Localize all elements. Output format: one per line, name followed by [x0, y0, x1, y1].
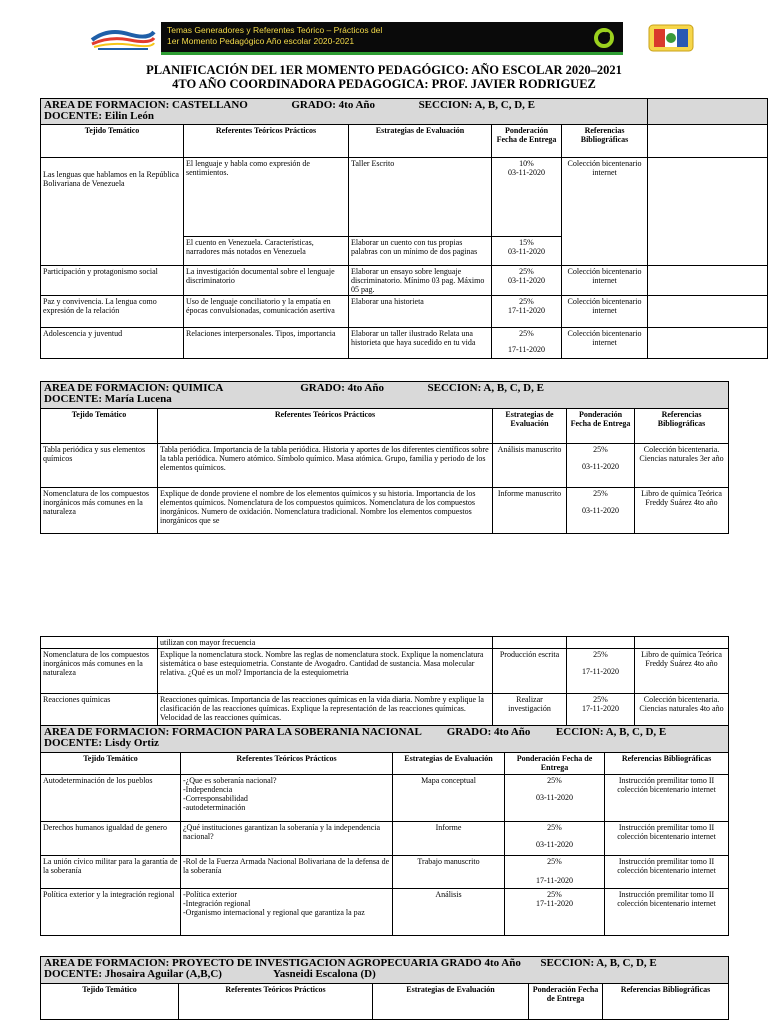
ref-cell: Explique de donde proviene el nombre de los elementos químicos y su historia. Importancia de los elementos químicos. Nomenclatura de los compuestos químicos. Nomenclatura de los compuestos inorgánicos. Numero de oxidación. Nomenclatura tradicional. Nombre los elementos compuestos inorgánicos que se	[158, 488, 493, 534]
tejido-cell: Política exterior y la integración regional	[41, 889, 181, 936]
castellano-table	[40, 98, 768, 359]
tejido-cell: Paz y convivencia. La lengua como expresión de la relación	[41, 296, 184, 328]
bib-cell: Colección bicentenario internet	[562, 158, 648, 266]
tejido-cell: Nomenclatura de los compuestos inorgánicos más comunes en la naturaleza	[41, 649, 158, 694]
pond-cell: 25%	[593, 445, 608, 454]
bib-cell: Instrucción premilitar tomo II colección bicentenario internet	[605, 889, 729, 936]
header-banner	[88, 22, 698, 54]
tejido-cell: Participación y protagonismo social	[41, 266, 184, 296]
agro-docente: DOCENTE: Jhosaira Aguilar (A,B,C)	[44, 968, 222, 980]
pond-cell: 25%	[593, 650, 608, 659]
agro-header-row	[41, 984, 729, 1020]
table-row	[41, 856, 729, 889]
table-row	[41, 266, 768, 296]
bib-cell: Colección bicentenaria. Ciencias naturales 4to año	[635, 694, 729, 727]
quimica-table	[40, 381, 729, 534]
ref-cell: Reacciones químicas. Importancia de las reacciones químicas en la vida diaria. Nombre y explique la clasificación de las reacciones químicas. Explique la representación de las reacciones químicas. Velocidad de las reacciones químicas.	[158, 694, 493, 727]
bib-cell: Libro de química Teórica Freddy Suárez 4to año	[635, 488, 729, 534]
ref-cell: Explique la nomenclatura stock. Nombre las reglas de nomenclatura stock. Explique la nomenclatura sistemática o base estequiometria. Constante de Avogadro. Cantidad de sustancia. Masa molecular relativa. ¿Qué es un mol? Importancia de la estequiometria	[158, 649, 493, 694]
pond-cell: 25%	[519, 297, 534, 306]
table-row	[41, 328, 768, 359]
bib-cell: Instrucción premilitar tomo II colección bicentenario internet	[605, 856, 729, 889]
agro-seccion: SECCION: A, B, C, D, E	[540, 957, 657, 969]
est-cell: Informe	[393, 822, 505, 856]
col-header: Referentes Teóricos Prácticos	[158, 409, 493, 444]
school-logo-icon	[648, 24, 694, 52]
col-header: Estrategias de Evaluación	[373, 984, 529, 1020]
tejido-cell: Tabla periódica y sus elementos químicos	[41, 444, 158, 488]
pond-cell: 25%	[547, 823, 562, 832]
ref-cell: El cuento en Venezuela. Características, narradores más notados en Venezuela	[184, 237, 349, 266]
est-cell: Elaborar un taller ilustrado Relata una historieta que haya sucedido en tu vida	[349, 328, 492, 359]
agro-docente-2: Yasneidi Escalona (D)	[273, 968, 376, 980]
col-header: Ponderación Fecha de Entrega	[505, 753, 605, 775]
pond-cell: 15%	[519, 238, 534, 247]
castellano-docente: DOCENTE: Eilin León	[44, 110, 155, 122]
bib-cell: Instrucción premilitar tomo II colección bicentenario internet	[605, 822, 729, 856]
castellano-grado: GRADO: 4to Año	[291, 99, 376, 111]
tejido-cell: Derechos humanos igualdad de genero	[41, 822, 181, 856]
col-header: Referencias Bibliográficas	[562, 125, 648, 158]
pond-cell: 25%	[519, 329, 534, 338]
bib-cell: Colección bicentenaria. Ciencias naturales 3er año	[635, 444, 729, 488]
col-header: Tejido Temático	[41, 753, 181, 775]
col-header: Estrategias de Evaluación	[493, 409, 567, 444]
table-row	[41, 889, 729, 936]
table-row	[41, 637, 729, 649]
est-cell: Mapa conceptual	[393, 775, 505, 822]
soberania-area: AREA DE FORMACION: FORMACION PARA LA SOBERANIA NACIONAL	[44, 726, 422, 738]
fecha-cell: 17-11-2020	[507, 306, 546, 315]
ref-cell: ¿Qué instituciones garantizan la soberanía y la independencia nacional?	[181, 822, 393, 856]
pond-cell: 25%	[547, 776, 562, 785]
ref-cell: La investigación documental sobre el lenguaje discriminatorio	[184, 266, 349, 296]
bib-cell: Libro de química Teórica Freddy Suárez 4to año	[635, 649, 729, 694]
ref-cell: -¿Que es soberanía nacional? -Independencia -Corresponsabilidad -autodeterminación	[181, 775, 393, 822]
ring-logo-icon	[591, 25, 617, 51]
est-cell: Producción escrita	[493, 649, 567, 694]
bib-cell: Colección bicentenario internet	[562, 266, 648, 296]
table-row	[41, 158, 768, 237]
col-header: Tejido Temático	[41, 409, 158, 444]
est-cell: Realizar investigación	[493, 694, 567, 727]
est-cell: Taller Escrito	[349, 158, 492, 237]
table-row	[41, 775, 729, 822]
table-row	[41, 694, 729, 727]
banner-line-2: 1er Momento Pedagógico Año escolar 2020-2021	[167, 36, 355, 46]
col-header: Referentes Teóricos Prácticos	[184, 125, 349, 158]
quimica-table-continued	[40, 636, 729, 727]
est-cell: Elaborar un cuento con tus propias palabras con un mínimo de dos paginas	[349, 237, 492, 266]
quimica-docente: DOCENTE: María Lucena	[44, 393, 172, 405]
ref-cell: Relaciones interpersonales. Tipos, importancia	[184, 328, 349, 359]
col-header: Estrategias de Evaluación	[393, 753, 505, 775]
bib-cell: Instrucción premilitar tomo II colección bicentenario internet	[605, 775, 729, 822]
tejido-cell: La unión cívico militar para la garantía de la soberanía	[41, 856, 181, 889]
tejido-cell: Nomenclatura de los compuestos inorgánicos más comunes en la naturaleza	[41, 488, 158, 534]
fecha-cell: 03-11-2020	[535, 840, 574, 849]
pond-cell: 25%	[547, 857, 562, 866]
est-cell: Análisis manuscrito	[493, 444, 567, 488]
ministry-logo-icon	[88, 24, 158, 52]
bib-cell: Colección bicentenario internet	[562, 328, 648, 359]
soberania-area-row	[41, 726, 729, 753]
ref-cell: -Rol de la Fuerza Armada Nacional Bolivariana de la defensa de la soberanía	[181, 856, 393, 889]
pond-cell: 10%	[519, 159, 534, 168]
table-row	[41, 649, 729, 694]
tejido-cell: Adolescencia y juventud	[41, 328, 184, 359]
table-row	[41, 296, 768, 328]
agro-area-row	[41, 957, 729, 984]
col-header: Referentes Teóricos Prácticos	[181, 753, 393, 775]
col-header: Ponderación Fecha de Entrega	[529, 984, 603, 1020]
pond-cell: 25%	[547, 890, 562, 899]
fecha-cell: 03-11-2020	[507, 168, 546, 177]
castellano-area-row	[41, 99, 768, 125]
page-title-line-2: 4TO AÑO COORDINADORA PEDAGOGICA: PROF. JAVIER RODRIGUEZ	[172, 77, 596, 91]
fecha-cell: 03-11-2020	[507, 276, 546, 285]
soberania-header-row	[41, 753, 729, 775]
est-cell: Análisis	[393, 889, 505, 936]
castellano-seccion: SECCION: A, B, C, D, E	[418, 99, 535, 111]
quimica-seccion: SECCION: A, B, C, D, E	[427, 382, 544, 394]
est-cell: Elaborar un ensayo sobre lenguaje discriminatorio. Mínimo 03 pag. Máximo 05 pag.	[349, 266, 492, 296]
soberania-docente: DOCENTE: Lisdy Ortiz	[44, 737, 159, 749]
agro-area: AREA DE FORMACION: PROYECTO DE INVESTIGACION AGROPECUARIA	[44, 957, 439, 969]
col-header: Referencias Bibliográficas	[605, 753, 729, 775]
page-title-line-1: PLANIFICACIÓN DEL 1ER MOMENTO PEDAGÓGICO: AÑO ESCOLAR 2020–2021	[146, 63, 622, 77]
ref-cell: El lenguaje y habla como expresión de sentimientos.	[184, 158, 349, 237]
col-header: Ponderación Fecha de Entrega	[567, 409, 635, 444]
banner-title	[161, 22, 623, 54]
banner-line-1: Temas Generadores y Referentes Teórico – Prácticos del	[167, 25, 383, 35]
fecha-cell: 17-11-2020	[535, 899, 574, 908]
quimica-header-row	[41, 409, 729, 444]
agro-grado: GRADO 4to Año	[440, 957, 521, 969]
pond-cell: 25%	[593, 695, 608, 704]
fecha-cell: 03-11-2020	[507, 247, 546, 256]
soberania-table	[40, 725, 729, 936]
table-row	[41, 488, 729, 534]
est-cell: Elaborar una historieta	[349, 296, 492, 328]
castellano-area: AREA DE FORMACION: CASTELLANO	[44, 99, 248, 111]
col-header: Tejido Temático	[41, 125, 184, 158]
table-row	[41, 822, 729, 856]
ref-cell: Uso de lenguaje conciliatorio y la empatía en épocas convulsionadas, comunicación asertiva	[184, 296, 349, 328]
est-cell: Trabajo manuscrito	[393, 856, 505, 889]
est-cell: Informe manuscrito	[493, 488, 567, 534]
fecha-cell: 03-11-2020	[581, 506, 620, 515]
quimica-area: AREA DE FORMACION: QUIMICA	[44, 382, 223, 394]
tejido-cell: Reacciones químicas	[41, 694, 158, 727]
tejido-cell: Autodeterminación de los pueblos	[41, 775, 181, 822]
col-header: Referencias Bibliográficas	[635, 409, 729, 444]
soberania-seccion: ECCION: A, B, C, D, E	[555, 726, 667, 738]
fecha-cell: 03-11-2020	[535, 793, 574, 802]
col-header: Referentes Teóricos Prácticos	[179, 984, 373, 1020]
banner-stripe	[161, 52, 623, 55]
tejido-cell: Las lenguas que hablamos en la República Bolivariana de Venezuela	[41, 158, 184, 266]
quimica-area-row	[41, 382, 729, 409]
soberania-grado: GRADO: 4to Año	[446, 726, 531, 738]
agro-table	[40, 956, 729, 1020]
ref-cell: utilizan con mayor frecuencia	[158, 637, 493, 649]
pond-cell: 25%	[593, 489, 608, 498]
col-header: Ponderación Fecha de Entrega	[492, 125, 562, 158]
castellano-header-row	[41, 125, 768, 158]
col-header: Estrategias de Evaluación	[349, 125, 492, 158]
fecha-cell: 17-11-2020	[581, 704, 620, 713]
table-row	[41, 444, 729, 488]
ref-cell: Tabla periódica. Importancia de la tabla periódica. Historia y aportes de los diferentes científicos sobre la tabla periódica. Numero atómico. Símbolo químico. Masa atómica. Grupo, familia y periodo de los elementos químicos.	[158, 444, 493, 488]
col-header: Referencias Bibliográficas	[603, 984, 729, 1020]
fecha-cell: 17-11-2020	[535, 876, 574, 885]
fecha-cell: 17-11-2020	[581, 667, 620, 676]
quimica-grado: GRADO: 4to Año	[300, 382, 384, 394]
fecha-cell: 03-11-2020	[581, 462, 620, 471]
bib-cell: Colección bicentenario internet	[562, 296, 648, 328]
fecha-cell: 17-11-2020	[507, 345, 546, 354]
ref-cell: -Política exterior -Integración regional -Organismo internacional y regional que garantiza la paz	[181, 889, 393, 936]
pond-cell: 25%	[519, 267, 534, 276]
col-header: Tejido Temático	[41, 984, 179, 1020]
